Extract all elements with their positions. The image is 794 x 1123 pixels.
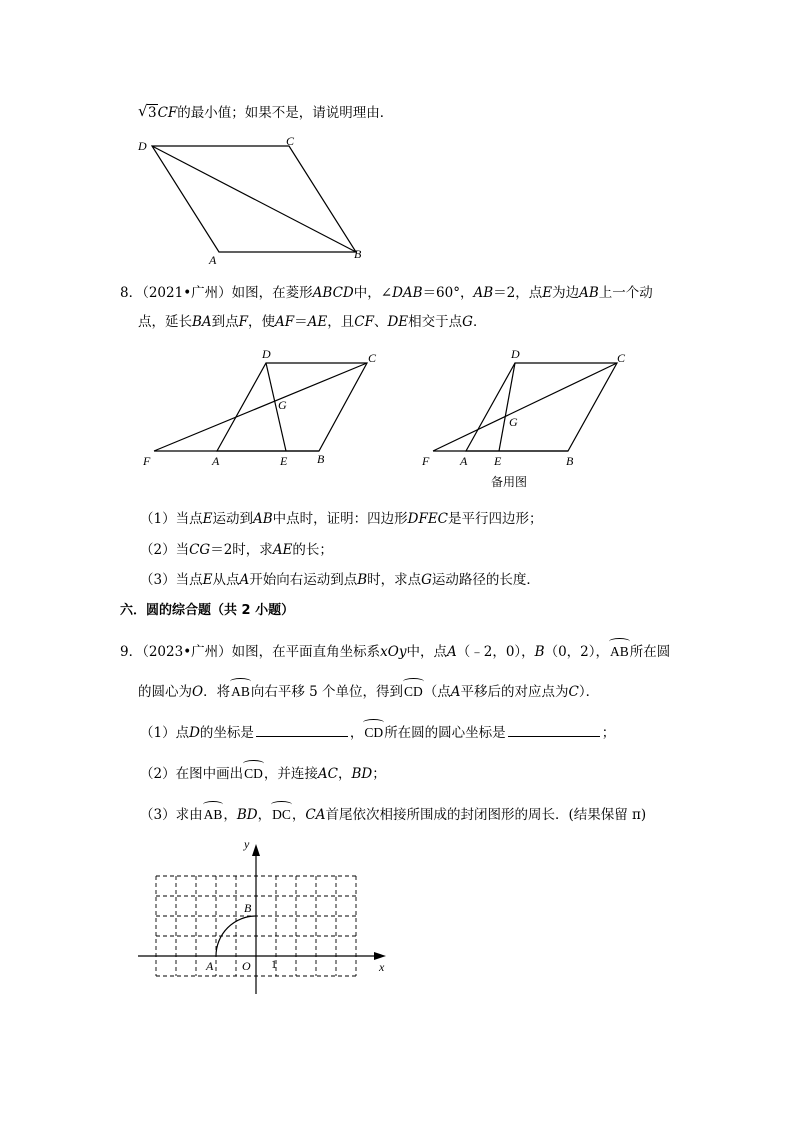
tick-label-1: 1 xyxy=(271,957,277,971)
q8-label-a: A xyxy=(212,454,220,468)
q8-line2: 点，延长BA到点F，使AF＝AE，且CF、DE相交于点G． xyxy=(138,314,487,330)
x-axis-arrow xyxy=(374,952,386,960)
arc-cd: CD xyxy=(364,725,384,740)
q8b-label-b: B xyxy=(566,454,574,468)
q7-label-a: A xyxy=(209,253,217,267)
axis-label-y: y xyxy=(244,837,250,851)
q8-label-c: C xyxy=(368,351,377,365)
q8-label-f: F xyxy=(143,454,151,468)
q7-label-b: B xyxy=(354,247,362,261)
q8b-label-c: C xyxy=(617,351,626,365)
section-heading: 六．圆的综合题（共 2 小题） xyxy=(120,603,295,618)
sqrt-expression: √ 3 xyxy=(138,102,157,121)
axis-label-x: x xyxy=(379,960,385,974)
q8-line1: 8．（2021•广州）如图，在菱形ABCD中，∠DAB＝60°，AB＝2，点E为边AB上一个动 xyxy=(120,285,653,301)
point-label-b: B xyxy=(244,901,252,915)
q8-label-e: E xyxy=(280,454,288,468)
arc-dc: DC xyxy=(272,807,291,822)
q8-sub3: （3）当点E从点A开始向右运动到点B时，求点G运动路径的长度． xyxy=(140,572,540,588)
q7-label-d: D xyxy=(138,139,147,153)
y-axis-arrow xyxy=(252,844,260,856)
q9-sub2: （2）在图中画出CD，并连接AC，BD； xyxy=(140,766,386,782)
point-label-a: A xyxy=(206,959,214,973)
q9-line1: 9．（2023•广州）如图，在平面直角坐标系xOy中，点A（﹣2，0），B（0，2），AB所在圆 xyxy=(120,644,671,660)
q8-label-g: G xyxy=(278,398,287,412)
segment-cf: CF xyxy=(157,105,178,121)
q9-line2: 的圆心为O．将AB向右平移 5 个单位，得到CD（点A平移后的对应点为C）． xyxy=(138,684,600,700)
q8b-label-d: D xyxy=(511,347,520,361)
q9-sub1: （1）点D的坐标是 ，CD所在圆的圆心坐标是 ； xyxy=(140,725,616,741)
q8-sub2: （2）当CG＝2时，求AE的长； xyxy=(140,542,333,558)
arc-cd: CD xyxy=(404,684,423,699)
q7-tail-text: 的最小值；如果不是，请说明理由． xyxy=(177,105,394,121)
origin-label: O xyxy=(242,959,251,973)
arc-ab: AB xyxy=(610,644,629,659)
arc-ab: AB xyxy=(203,807,223,822)
q8-label-d: D xyxy=(262,347,271,361)
q8-sub1: （1）当点E运动到AB中点时，证明：四边形DFEC是平行四边形； xyxy=(140,511,543,527)
q9-sub3: （3）求由AB，BD，DC，CA首尾依次相接所围成的封闭图形的周长．(结果保留 π) xyxy=(140,807,647,823)
arc-ab: AB xyxy=(231,684,250,699)
q8-backup-caption: 备用图 xyxy=(491,475,528,489)
q8b-label-g: G xyxy=(509,415,518,429)
q8b-label-f: F xyxy=(422,454,430,468)
q8b-label-e: E xyxy=(494,454,502,468)
q8b-label-a: A xyxy=(460,454,468,468)
arc-cd: CD xyxy=(244,766,263,781)
q7-label-c: C xyxy=(286,134,295,148)
q8-label-b: B xyxy=(317,452,325,466)
